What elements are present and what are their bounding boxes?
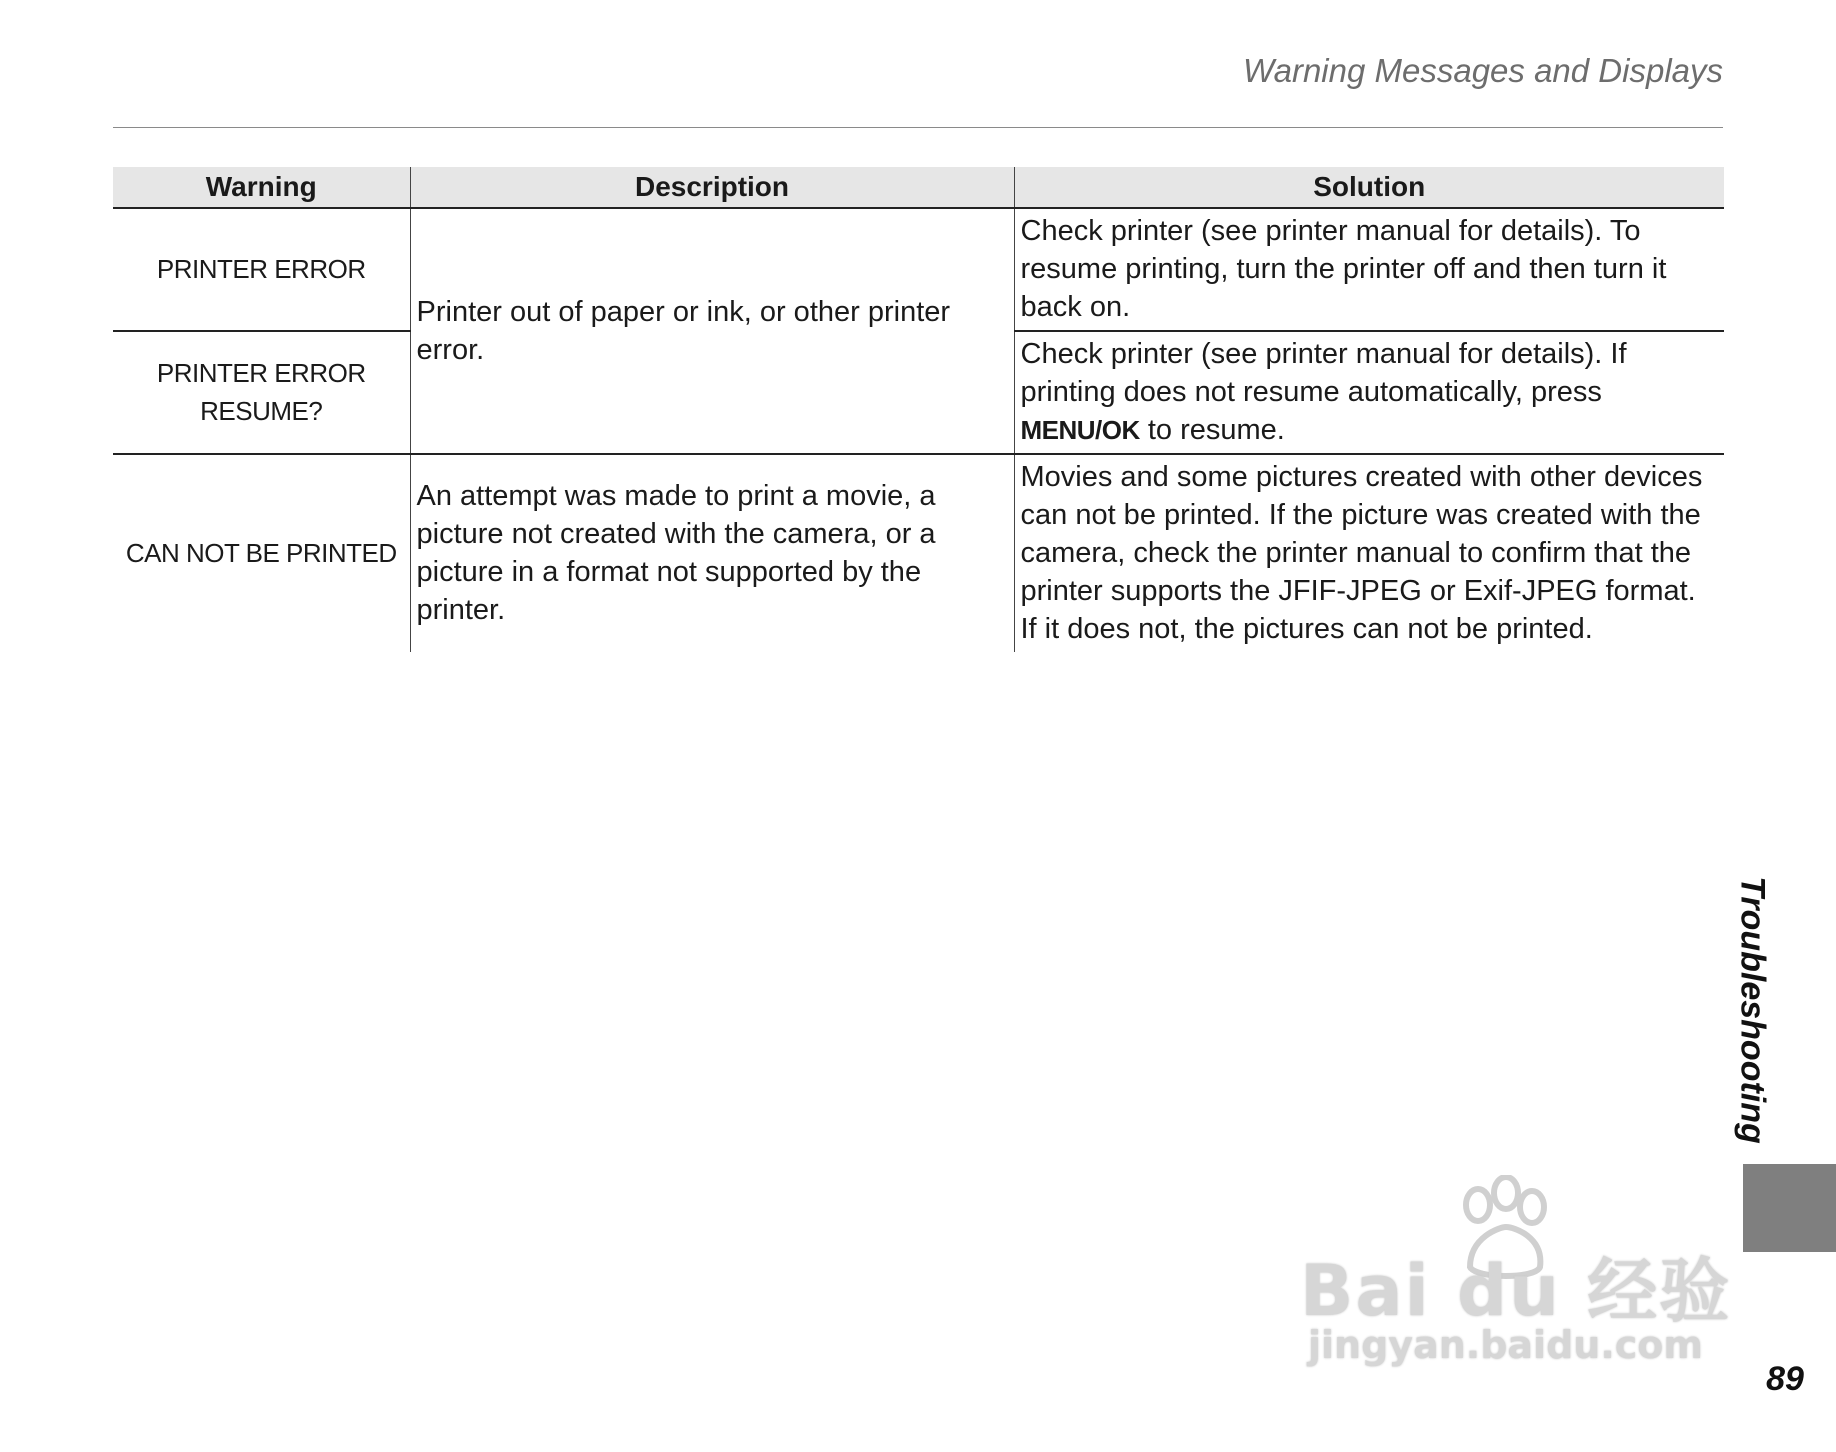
column-header-warning: Warning (113, 167, 410, 208)
warning-messages-table (113, 167, 1724, 652)
solution-cell: Movies and some pictures created with other devices can not be printed. If the picture was created with the camera, check the printer manual to confirm that the printer supports the JFIF-JPEG or Exif-JPEG format. If it does not, the pictures can not be printed. (1014, 454, 1724, 652)
column-header-description: Description (410, 167, 1014, 208)
solution-text: to resume. (1139, 414, 1285, 446)
running-head-title: Warning Messages and Displays (1243, 52, 1723, 89)
table-row (113, 208, 1724, 331)
baidu-watermark (1300, 1175, 1730, 1385)
table-row (113, 454, 1724, 652)
description-cell: Printer out of paper or ink, or other printer error. (410, 208, 1014, 454)
page-number: 89 (1766, 1360, 1804, 1398)
warning-cell: CAN NOT BE PRINTED (125, 538, 397, 568)
solution-cell (1014, 331, 1724, 454)
warning-text-line: RESUME? (200, 396, 323, 426)
solution-text: Check printer (see printer manual for details). If printing does not resume automatically, press (1020, 338, 1627, 408)
column-header-solution: Solution (1014, 167, 1724, 208)
header-divider (113, 127, 1723, 128)
section-tab-label (1722, 870, 1782, 1150)
solution-cell: Check printer (see printer manual for details). To resume printing, turn the printer off and then turn it back on. (1014, 208, 1724, 331)
section-tab-text: Troubleshooting (1733, 876, 1772, 1144)
watermark-url: jingyan.baidu.com (1308, 1323, 1703, 1367)
warning-cell: PRINTER ERROR (113, 208, 410, 331)
description-cell: An attempt was made to print a movie, a picture not created with the camera, or a picture in a format not supported by the printer. (410, 454, 1014, 652)
watermark-logo-text: Bai du 经验 (1300, 1250, 1732, 1332)
section-tab-marker (1743, 1164, 1836, 1252)
warning-text-line: PRINTER ERROR (156, 358, 366, 388)
menu-ok-keyword: MENU/OK (1020, 415, 1140, 445)
table-header-row (113, 167, 1724, 208)
warning-cell (113, 331, 410, 454)
